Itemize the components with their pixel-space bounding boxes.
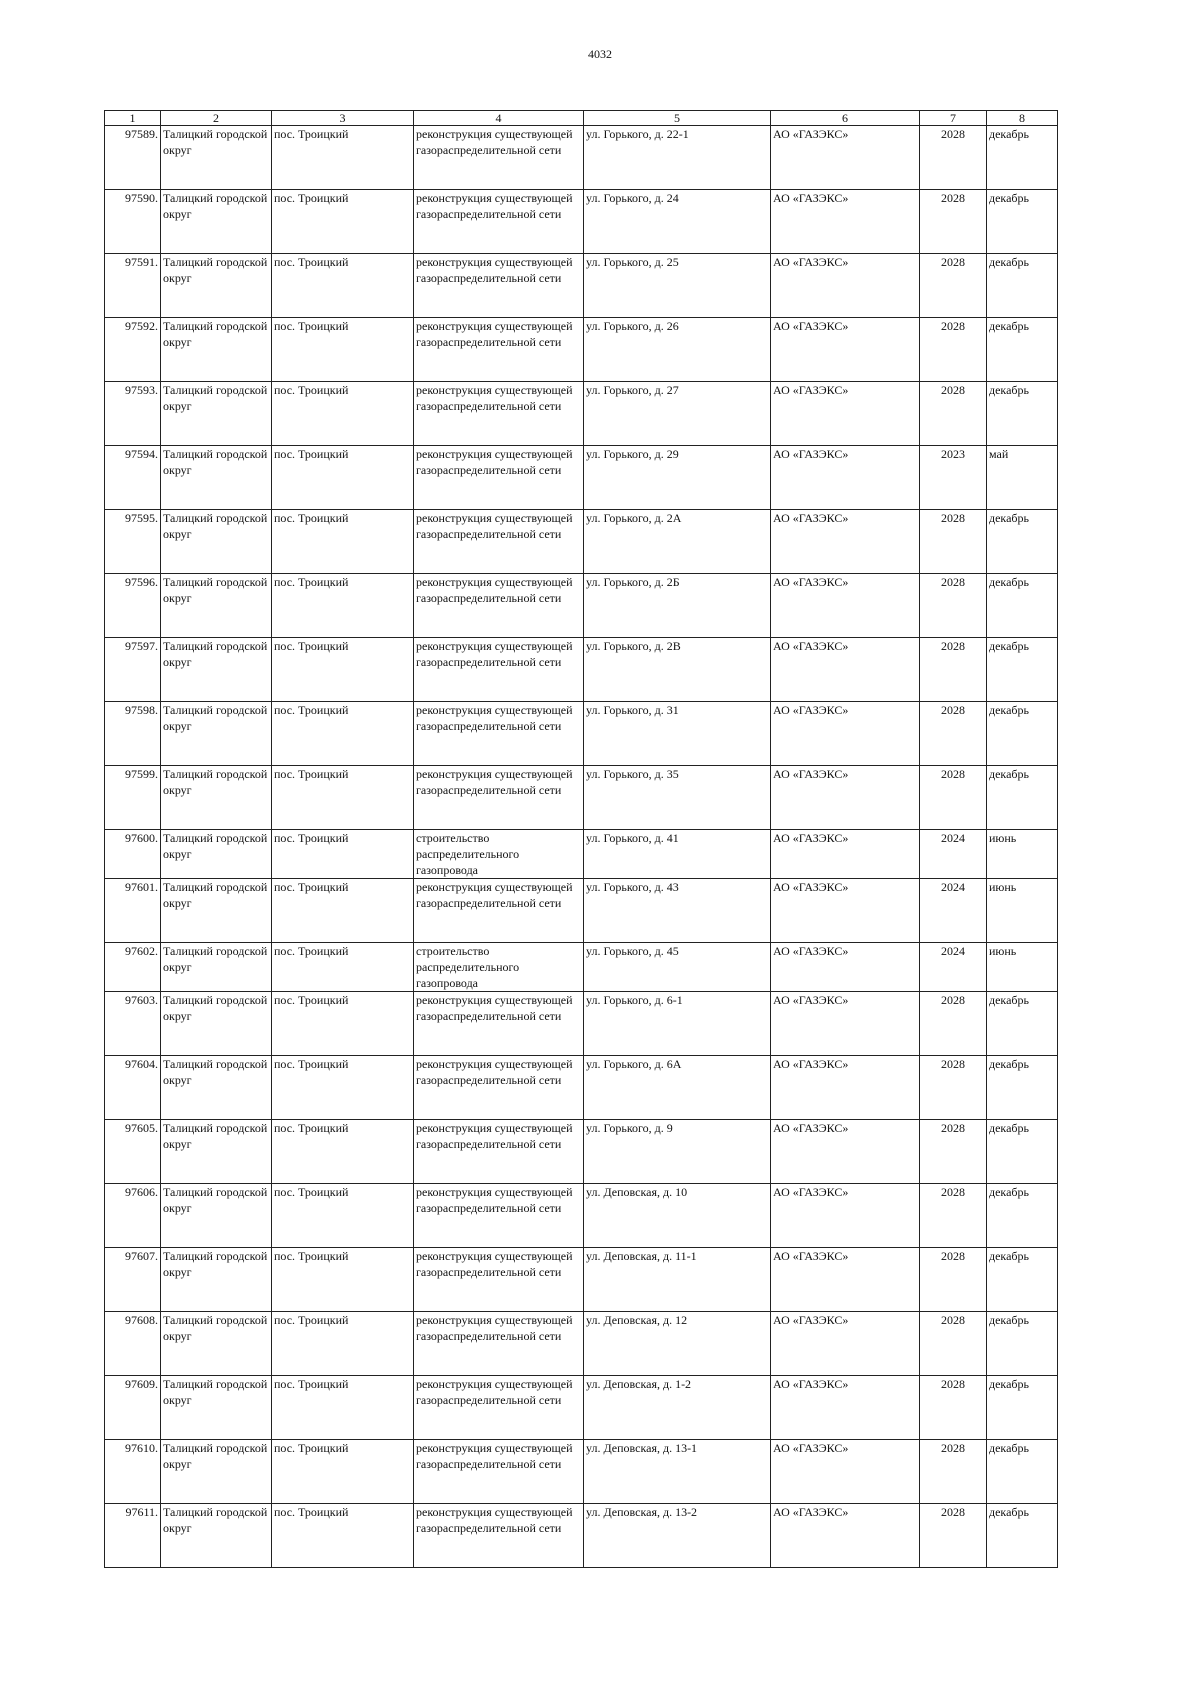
organization-cell: АО «ГАЗЭКС» (771, 1312, 920, 1376)
column-header: 2 (161, 111, 272, 126)
table-row (105, 943, 1058, 992)
month-cell: декабрь (987, 318, 1058, 382)
column-number-row (105, 111, 1058, 126)
district-cell: Талицкий городской округ (161, 446, 272, 510)
address-cell: ул. Горького, д. 31 (584, 702, 771, 766)
address-cell: ул. Горького, д. 9 (584, 1120, 771, 1184)
address-cell: ул. Горького, д. 24 (584, 190, 771, 254)
year-cell: 2028 (920, 1376, 987, 1440)
month-cell: декабрь (987, 382, 1058, 446)
work-type-cell: реконструкция существующей газораспределительной сети (414, 318, 584, 382)
settlement-cell: пос. Троицкий (272, 190, 414, 254)
month-cell: декабрь (987, 638, 1058, 702)
work-type-cell: реконструкция существующей газораспределительной сети (414, 1056, 584, 1120)
address-cell: ул. Горького, д. 2В (584, 638, 771, 702)
year-cell: 2028 (920, 382, 987, 446)
page-number: 4032 (588, 47, 612, 61)
district-cell: Талицкий городской округ (161, 254, 272, 318)
work-type-cell: реконструкция существующей газораспределительной сети (414, 879, 584, 943)
address-cell: ул. Горького, д. 43 (584, 879, 771, 943)
table-row (105, 879, 1058, 943)
work-type-cell: реконструкция существующей газораспределительной сети (414, 1376, 584, 1440)
row-number: 97603. (105, 992, 161, 1056)
table-row (105, 1184, 1058, 1248)
table-row (105, 1248, 1058, 1312)
address-cell: ул. Деповская, д. 1-2 (584, 1376, 771, 1440)
settlement-cell: пос. Троицкий (272, 446, 414, 510)
settlement-cell: пос. Троицкий (272, 702, 414, 766)
address-cell: ул. Деповская, д. 13-2 (584, 1504, 771, 1568)
work-type-cell: реконструкция существующей газораспределительной сети (414, 1184, 584, 1248)
work-type-cell: реконструкция существующей газораспределительной сети (414, 1120, 584, 1184)
row-number: 97606. (105, 1184, 161, 1248)
year-cell: 2028 (920, 766, 987, 830)
address-cell: ул. Горького, д. 6-1 (584, 992, 771, 1056)
organization-cell: АО «ГАЗЭКС» (771, 702, 920, 766)
organization-cell: АО «ГАЗЭКС» (771, 879, 920, 943)
work-type-cell: реконструкция существующей газораспределительной сети (414, 702, 584, 766)
month-cell: декабрь (987, 702, 1058, 766)
table-row (105, 126, 1058, 190)
address-cell: ул. Горького, д. 35 (584, 766, 771, 830)
work-type-cell: реконструкция существующей газораспределительной сети (414, 126, 584, 190)
settlement-cell: пос. Троицкий (272, 254, 414, 318)
address-cell: ул. Горького, д. 27 (584, 382, 771, 446)
table-row (105, 382, 1058, 446)
year-cell: 2028 (920, 190, 987, 254)
address-cell: ул. Горького, д. 2А (584, 510, 771, 574)
month-cell: декабрь (987, 1056, 1058, 1120)
month-cell: декабрь (987, 510, 1058, 574)
table-row (105, 574, 1058, 638)
month-cell: декабрь (987, 1248, 1058, 1312)
year-cell: 2028 (920, 1504, 987, 1568)
organization-cell: АО «ГАЗЭКС» (771, 382, 920, 446)
column-header: 5 (584, 111, 771, 126)
row-number: 97600. (105, 830, 161, 879)
organization-cell: АО «ГАЗЭКС» (771, 1376, 920, 1440)
table-row (105, 1120, 1058, 1184)
row-number: 97594. (105, 446, 161, 510)
year-cell: 2024 (920, 830, 987, 879)
table-row (105, 992, 1058, 1056)
column-header: 4 (414, 111, 584, 126)
month-cell: июнь (987, 830, 1058, 879)
year-cell: 2023 (920, 446, 987, 510)
year-cell: 2028 (920, 702, 987, 766)
month-cell: декабрь (987, 1440, 1058, 1504)
district-cell: Талицкий городской округ (161, 1248, 272, 1312)
organization-cell: АО «ГАЗЭКС» (771, 766, 920, 830)
month-cell: декабрь (987, 126, 1058, 190)
work-type-cell: реконструкция существующей газораспределительной сети (414, 1440, 584, 1504)
row-number: 97605. (105, 1120, 161, 1184)
address-cell: ул. Горького, д. 25 (584, 254, 771, 318)
district-cell: Талицкий городской округ (161, 1312, 272, 1376)
table-row (105, 830, 1058, 879)
district-cell: Талицкий городской округ (161, 1056, 272, 1120)
month-cell: декабрь (987, 1184, 1058, 1248)
organization-cell: АО «ГАЗЭКС» (771, 1248, 920, 1312)
district-cell: Талицкий городской округ (161, 830, 272, 879)
table-row (105, 1376, 1058, 1440)
table-row (105, 702, 1058, 766)
organization-cell: АО «ГАЗЭКС» (771, 1504, 920, 1568)
district-cell: Талицкий городской округ (161, 766, 272, 830)
row-number: 97604. (105, 1056, 161, 1120)
table-row (105, 510, 1058, 574)
row-number: 97593. (105, 382, 161, 446)
settlement-cell: пос. Троицкий (272, 574, 414, 638)
settlement-cell: пос. Троицкий (272, 992, 414, 1056)
column-header: 6 (771, 111, 920, 126)
settlement-cell: пос. Троицкий (272, 1312, 414, 1376)
settlement-cell: пос. Троицкий (272, 830, 414, 879)
settlement-cell: пос. Троицкий (272, 1440, 414, 1504)
row-number: 97597. (105, 638, 161, 702)
district-cell: Талицкий городской округ (161, 879, 272, 943)
address-cell: ул. Деповская, д. 13-1 (584, 1440, 771, 1504)
organization-cell: АО «ГАЗЭКС» (771, 992, 920, 1056)
settlement-cell: пос. Троицкий (272, 126, 414, 190)
work-type-cell: реконструкция существующей газораспределительной сети (414, 254, 584, 318)
year-cell: 2028 (920, 1440, 987, 1504)
row-number: 97589. (105, 126, 161, 190)
organization-cell: АО «ГАЗЭКС» (771, 318, 920, 382)
work-type-cell: реконструкция существующей газораспределительной сети (414, 992, 584, 1056)
month-cell: декабрь (987, 1504, 1058, 1568)
organization-cell: АО «ГАЗЭКС» (771, 574, 920, 638)
work-type-cell: строительство распределительного газопровода (414, 830, 584, 879)
table-body (105, 126, 1058, 1568)
settlement-cell: пос. Троицкий (272, 1056, 414, 1120)
month-cell: декабрь (987, 766, 1058, 830)
year-cell: 2028 (920, 510, 987, 574)
address-cell: ул. Горького, д. 41 (584, 830, 771, 879)
organization-cell: АО «ГАЗЭКС» (771, 1056, 920, 1120)
month-cell: декабрь (987, 1120, 1058, 1184)
address-cell: ул. Горького, д. 26 (584, 318, 771, 382)
organization-cell: АО «ГАЗЭКС» (771, 1120, 920, 1184)
district-cell: Талицкий городской округ (161, 382, 272, 446)
table-row (105, 190, 1058, 254)
district-cell: Талицкий городской округ (161, 1504, 272, 1568)
district-cell: Талицкий городской округ (161, 1440, 272, 1504)
work-type-cell: реконструкция существующей газораспределительной сети (414, 638, 584, 702)
year-cell: 2028 (920, 318, 987, 382)
year-cell: 2028 (920, 1184, 987, 1248)
district-cell: Талицкий городской округ (161, 318, 272, 382)
row-number: 97611. (105, 1504, 161, 1568)
work-type-cell: реконструкция существующей газораспределительной сети (414, 446, 584, 510)
district-cell: Талицкий городской округ (161, 992, 272, 1056)
table-row (105, 446, 1058, 510)
table-row (105, 1440, 1058, 1504)
row-number: 97609. (105, 1376, 161, 1440)
month-cell: май (987, 446, 1058, 510)
column-header: 3 (272, 111, 414, 126)
work-type-cell: строительство распределительного газопровода (414, 943, 584, 992)
settlement-cell: пос. Троицкий (272, 1120, 414, 1184)
year-cell: 2024 (920, 879, 987, 943)
column-header: 1 (105, 111, 161, 126)
register-table (104, 110, 1058, 1568)
address-cell: ул. Горького, д. 45 (584, 943, 771, 992)
settlement-cell: пос. Троицкий (272, 318, 414, 382)
organization-cell: АО «ГАЗЭКС» (771, 943, 920, 992)
table-row (105, 1312, 1058, 1376)
address-cell: ул. Деповская, д. 10 (584, 1184, 771, 1248)
year-cell: 2028 (920, 1120, 987, 1184)
organization-cell: АО «ГАЗЭКС» (771, 254, 920, 318)
organization-cell: АО «ГАЗЭКС» (771, 126, 920, 190)
organization-cell: АО «ГАЗЭКС» (771, 1440, 920, 1504)
settlement-cell: пос. Троицкий (272, 1184, 414, 1248)
organization-cell: АО «ГАЗЭКС» (771, 830, 920, 879)
year-cell: 2028 (920, 574, 987, 638)
column-header: 7 (920, 111, 987, 126)
work-type-cell: реконструкция существующей газораспределительной сети (414, 766, 584, 830)
district-cell: Талицкий городской округ (161, 1184, 272, 1248)
table-row (105, 254, 1058, 318)
district-cell: Талицкий городской округ (161, 943, 272, 992)
organization-cell: АО «ГАЗЭКС» (771, 638, 920, 702)
district-cell: Талицкий городской округ (161, 638, 272, 702)
work-type-cell: реконструкция существующей газораспределительной сети (414, 382, 584, 446)
work-type-cell: реконструкция существующей газораспределительной сети (414, 510, 584, 574)
month-cell: декабрь (987, 190, 1058, 254)
address-cell: ул. Деповская, д. 11-1 (584, 1248, 771, 1312)
settlement-cell: пос. Троицкий (272, 1248, 414, 1312)
month-cell: июнь (987, 943, 1058, 992)
table-row (105, 1504, 1058, 1568)
year-cell: 2028 (920, 1248, 987, 1312)
work-type-cell: реконструкция существующей газораспределительной сети (414, 574, 584, 638)
address-cell: ул. Горького, д. 22-1 (584, 126, 771, 190)
organization-cell: АО «ГАЗЭКС» (771, 1184, 920, 1248)
district-cell: Талицкий городской округ (161, 1120, 272, 1184)
month-cell: декабрь (987, 574, 1058, 638)
organization-cell: АО «ГАЗЭКС» (771, 446, 920, 510)
row-number: 97598. (105, 702, 161, 766)
settlement-cell: пос. Троицкий (272, 638, 414, 702)
month-cell: декабрь (987, 992, 1058, 1056)
district-cell: Талицкий городской округ (161, 126, 272, 190)
district-cell: Талицкий городской округ (161, 190, 272, 254)
year-cell: 2028 (920, 638, 987, 702)
district-cell: Талицкий городской округ (161, 1376, 272, 1440)
work-type-cell: реконструкция существующей газораспределительной сети (414, 1248, 584, 1312)
address-cell: ул. Горького, д. 29 (584, 446, 771, 510)
row-number: 97608. (105, 1312, 161, 1376)
row-number: 97596. (105, 574, 161, 638)
row-number: 97595. (105, 510, 161, 574)
year-cell: 2028 (920, 254, 987, 318)
work-type-cell: реконструкция существующей газораспределительной сети (414, 190, 584, 254)
row-number: 97601. (105, 879, 161, 943)
district-cell: Талицкий городской округ (161, 702, 272, 766)
settlement-cell: пос. Троицкий (272, 382, 414, 446)
district-cell: Талицкий городской округ (161, 574, 272, 638)
month-cell: декабрь (987, 254, 1058, 318)
organization-cell: АО «ГАЗЭКС» (771, 190, 920, 254)
settlement-cell: пос. Троицкий (272, 766, 414, 830)
month-cell: июнь (987, 879, 1058, 943)
year-cell: 2028 (920, 126, 987, 190)
settlement-cell: пос. Троицкий (272, 1376, 414, 1440)
organization-cell: АО «ГАЗЭКС» (771, 510, 920, 574)
address-cell: ул. Горького, д. 6А (584, 1056, 771, 1120)
district-cell: Талицкий городской округ (161, 510, 272, 574)
row-number: 97591. (105, 254, 161, 318)
table-row (105, 766, 1058, 830)
address-cell: ул. Деповская, д. 12 (584, 1312, 771, 1376)
row-number: 97602. (105, 943, 161, 992)
row-number: 97590. (105, 190, 161, 254)
row-number: 97592. (105, 318, 161, 382)
work-type-cell: реконструкция существующей газораспределительной сети (414, 1312, 584, 1376)
year-cell: 2024 (920, 943, 987, 992)
row-number: 97610. (105, 1440, 161, 1504)
table-row (105, 318, 1058, 382)
row-number: 97607. (105, 1248, 161, 1312)
settlement-cell: пос. Троицкий (272, 510, 414, 574)
year-cell: 2028 (920, 1312, 987, 1376)
work-type-cell: реконструкция существующей газораспределительной сети (414, 1504, 584, 1568)
settlement-cell: пос. Троицкий (272, 1504, 414, 1568)
address-cell: ул. Горького, д. 2Б (584, 574, 771, 638)
settlement-cell: пос. Троицкий (272, 879, 414, 943)
month-cell: декабрь (987, 1376, 1058, 1440)
year-cell: 2028 (920, 1056, 987, 1120)
settlement-cell: пос. Троицкий (272, 943, 414, 992)
column-header: 8 (987, 111, 1058, 126)
table-row (105, 638, 1058, 702)
table-row (105, 1056, 1058, 1120)
row-number: 97599. (105, 766, 161, 830)
month-cell: декабрь (987, 1312, 1058, 1376)
year-cell: 2028 (920, 992, 987, 1056)
